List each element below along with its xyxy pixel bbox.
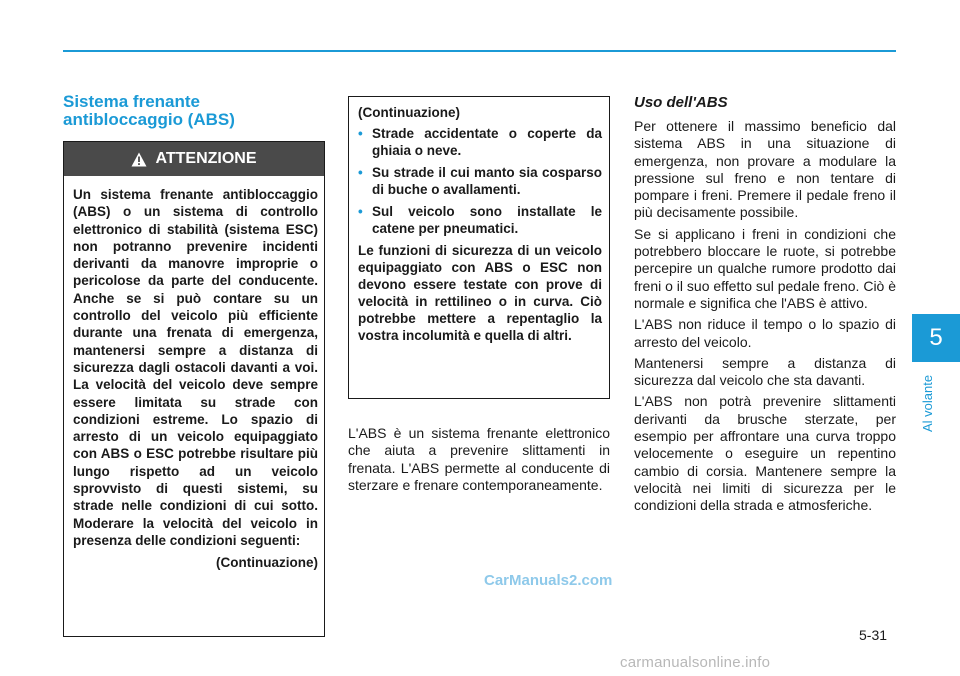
continuation-header: (Continuazione) xyxy=(358,105,460,120)
section-title: Sistema frenante antibloccaggio (ABS) xyxy=(63,92,235,129)
warning-continued: (Continuazione) xyxy=(216,555,318,571)
chapter-label: Al volante xyxy=(920,374,935,432)
abs-description: L'ABS è un sistema frenante elettronico che aiuta a prevenire slittamenti in frenata. L'ABS permette al conducente di sterzare e frenare contemporaneamente. xyxy=(348,425,610,493)
continuation-paragraph: Le funzioni di sicurezza di un veicolo equipaggiato con ABS o ESC non devono essere testate con prove di velocità in rettilineo o in curva. Ciò potrebbe mettere a repentaglio la vostra incolumità e quella di altri. xyxy=(358,243,602,343)
warning-header xyxy=(64,142,324,176)
continuation-box xyxy=(348,96,610,399)
bullet-icon: • xyxy=(358,165,363,180)
bullet-icon: • xyxy=(358,204,363,219)
site-watermark: carmanualsonline.info xyxy=(620,654,771,671)
list-item-text: Su strade il cui manto sia cosparso di buche o avallamenti. xyxy=(372,165,602,197)
warning-triangle-icon xyxy=(131,152,147,167)
condition-list xyxy=(358,125,602,237)
warning-header-label: ATTENZIONE xyxy=(155,150,257,167)
list-item xyxy=(358,125,602,159)
body-paragraph: Per ottenere il massimo beneficio dal sistema ABS in una situazione di emergenza, non provare a modulare la pressione sul freno e non tentare di pompare i freni. Premere il pedale freno il più decisamente possibile. xyxy=(634,118,896,221)
warning-box xyxy=(63,141,325,637)
subsection-heading: Uso dell'ABS xyxy=(634,94,728,111)
body-paragraph: L'ABS non potrà prevenire slittamenti derivanti da brusche sterzate, per esempio per affrontare una curva troppo velocemente o eseguire un repentino cambio di corsia. Mantenere sempre la velocità nei limiti di sicurezza per le condizioni della strada e atmosferiche. xyxy=(634,393,896,514)
list-item xyxy=(358,164,602,198)
warning-text: Un sistema frenante antibloccaggio (ABS) o un sistema di controllo elettronico di stabilità (sistema ESC) non potranno prevenire incidenti derivanti da manovre improprie o pericolose da parte del conducente. Anche se si può contare su un controllo del veicolo più efficiente durante una frenata di emergenza, mantenersi sempre a distanza di sicurezza dagli ostacoli davanti a voi. La velocità del veicolo deve sempre essere limitata su strade con condizioni estreme. Lo spazio di arresto di un veicolo equipaggiato con ABS o ESC potrebbe risultare più lungo rispetto ad un veicolo sprovvisto di questi sistemi, su strade nelle condizioni di cui sotto. Moderare la velocità del veicolo in presenza delle condizioni seguenti: xyxy=(73,187,318,548)
list-item-text: Strade accidentate o coperte da ghiaia o neve. xyxy=(372,126,602,158)
right-column xyxy=(634,94,896,519)
top-rule xyxy=(63,50,896,52)
body-paragraph: Se si applicano i freni in condizioni che potrebbero bloccare le ruote, si potrebbe percepire un qualche rumore prodotto dai freni o il suo effetto sul pedale freno. Ciò è normale e significa che l'ABS è attivo. xyxy=(634,225,897,311)
chapter-tab: 5 xyxy=(912,314,960,362)
page-number: 5-31 xyxy=(859,627,888,643)
list-item xyxy=(358,203,602,237)
list-item-text: Sul veicolo sono installate le catene per pneumatici. xyxy=(372,204,602,236)
bullet-icon: • xyxy=(358,126,363,141)
watermark: CarManuals2.com xyxy=(484,572,613,589)
body-paragraph: Mantenersi sempre a distanza di sicurezza dal veicolo che sta davanti. xyxy=(634,354,896,389)
body-paragraph: L'ABS non riduce il tempo o lo spazio di arresto del veicolo. xyxy=(634,316,896,350)
